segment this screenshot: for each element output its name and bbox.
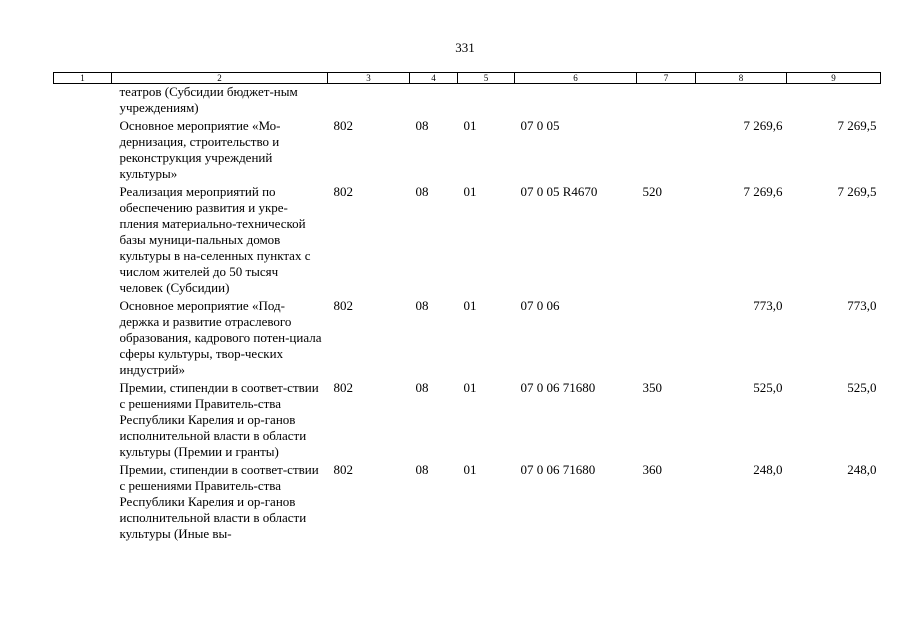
column-header: 4 xyxy=(410,73,458,84)
target-article-code: 07 0 05 xyxy=(520,118,560,133)
amount-col8: 525,0 xyxy=(753,380,783,395)
section-code: 08 xyxy=(415,462,429,477)
target-article-code: 07 0 06 71680 xyxy=(520,380,596,395)
amount-col8: 248,0 xyxy=(753,462,783,477)
item-name: Основное мероприятие «Под-держка и развитие отраслевого образования, кадрового потен-циала сферы культуры, твор-ческих индустрий» xyxy=(119,298,322,377)
column-header: 5 xyxy=(458,73,515,84)
item-name: театров (Субсидии бюджет-ным учреждениям) xyxy=(119,84,298,115)
subsection-code: 01 xyxy=(463,184,477,199)
amount-col9: 525,0 xyxy=(847,380,877,395)
ved-code: 802 xyxy=(333,298,353,313)
amount-col9: 248,0 xyxy=(847,462,877,477)
subsection-code: 01 xyxy=(463,298,477,313)
table-row xyxy=(54,298,881,380)
table-row xyxy=(54,184,881,298)
expense-type-code: 350 xyxy=(642,380,662,395)
expense-type-code xyxy=(637,118,696,184)
table-row xyxy=(54,118,881,184)
section-code: 08 xyxy=(415,380,429,395)
amount-col9: 773,0 xyxy=(847,298,877,313)
column-header: 1 xyxy=(54,73,112,84)
amount-col8: 7 269,6 xyxy=(743,118,783,133)
amount-col9: 7 269,5 xyxy=(837,118,877,133)
item-name: Реализация мероприятий по обеспечению развития и укре-пления материально-технической базы муници-пальных домов культуры в на-селенных пунктах с числом жителей до 50 тысяч человек (Субсидии) xyxy=(119,184,311,295)
target-article-code xyxy=(515,84,637,119)
amount-col9 xyxy=(787,84,881,119)
expense-type-code xyxy=(637,298,696,380)
subsection-code xyxy=(458,84,515,119)
expense-type-code: 520 xyxy=(642,184,662,199)
amount-col8: 7 269,6 xyxy=(743,184,783,199)
item-name: Премии, стипендии в соответ-ствии с решениями Правитель-ства Республики Карелия и ор-ганов исполнительной власти в области культуры (Иные вы- xyxy=(119,462,319,541)
section-code: 08 xyxy=(415,118,429,133)
amount-col8 xyxy=(696,84,787,119)
ved-code: 802 xyxy=(333,462,353,477)
section-code: 08 xyxy=(415,298,429,313)
expense-type-code xyxy=(637,84,696,119)
page-number: 331 xyxy=(455,40,475,55)
amount-col8: 773,0 xyxy=(753,298,783,313)
expense-type-code: 360 xyxy=(642,462,662,477)
subsection-code: 01 xyxy=(463,118,477,133)
subsection-code: 01 xyxy=(463,380,477,395)
column-header: 2 xyxy=(112,73,328,84)
column-header: 9 xyxy=(787,73,881,84)
column-header: 6 xyxy=(515,73,637,84)
column-header: 8 xyxy=(696,73,787,84)
item-name: Основное мероприятие «Мо-дернизация, строительство и реконструкция учреждений культуры» xyxy=(119,118,281,181)
ved-code: 802 xyxy=(333,380,353,395)
item-name: Премии, стипендии в соответ-ствии с решениями Правитель-ства Республики Карелия и ор-ганов исполнительной власти в области культуры (Премии и гранты) xyxy=(119,380,319,459)
column-number-row xyxy=(54,73,881,84)
target-article-code: 07 0 06 xyxy=(520,298,560,313)
target-article-code: 07 0 06 71680 xyxy=(520,462,596,477)
section-code: 08 xyxy=(415,184,429,199)
budget-table xyxy=(53,72,881,544)
ved-code: 802 xyxy=(333,118,353,133)
amount-col9: 7 269,5 xyxy=(837,184,877,199)
ved-code: 802 xyxy=(333,184,353,199)
column-header: 3 xyxy=(328,73,410,84)
table-row xyxy=(54,380,881,462)
target-article-code: 07 0 05 R4670 xyxy=(520,184,598,199)
ved-code xyxy=(328,84,410,119)
section-code xyxy=(410,84,458,119)
table-row xyxy=(54,462,881,544)
table-row xyxy=(54,84,881,119)
subsection-code: 01 xyxy=(463,462,477,477)
column-header: 7 xyxy=(637,73,696,84)
